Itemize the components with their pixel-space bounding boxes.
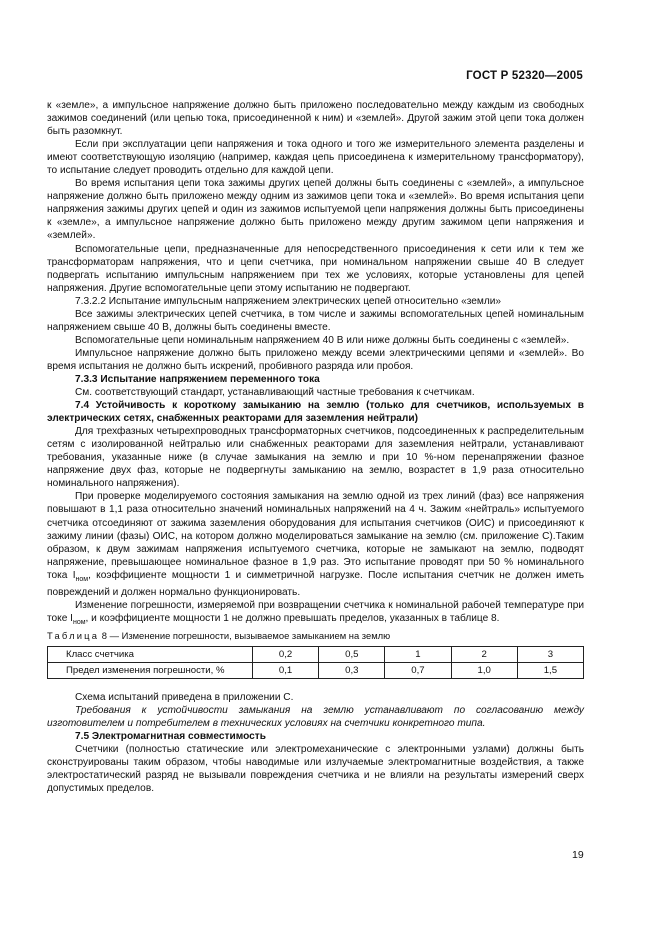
table-cell: 1 bbox=[385, 646, 451, 662]
table-cell: 0,2 bbox=[253, 646, 319, 662]
paragraph: Счетчики (полностью статические или электромеханические с электронными узлами) должны быть сконструированы таким образом, чтобы наводимые или излучаемые электромагнитные воздействия, а также электростатический разряд не вызывали повреждения счетчика и не влияли на результаты измерений сверх допустимых пределов. bbox=[47, 744, 584, 795]
table-cell: 1,0 bbox=[451, 662, 517, 678]
paragraph: Требования к устойчивости замыкания на землю устанавливают по согласованию между изготовителем и потребителем в технических условиях на счетчики конкретного типа. bbox=[47, 705, 584, 730]
page-number: 19 bbox=[572, 849, 584, 861]
error-change-table bbox=[47, 646, 584, 679]
section-heading: 7.3.3 Испытание напряжением переменного тока bbox=[75, 373, 320, 385]
table-cell: 1,5 bbox=[517, 662, 583, 678]
table-cell: 0,5 bbox=[319, 646, 385, 662]
text-run: , коэффициенте мощности 1 и симметричной нагрузке. После испытания счетчик не должен иметь повреждений и должен нормально функционировать. bbox=[47, 569, 584, 598]
text-run: Изменение погрешности, измеряемой при возвращении счетчика к номинальной рабочей температуре при токе I bbox=[47, 599, 584, 624]
table-caption-prefix: Таблица bbox=[47, 629, 100, 641]
subsection-heading: 7.3.2.2 Испытание импульсным напряжением электрических цепей относительно «земли» bbox=[75, 295, 502, 307]
row-header: Класс счетчика bbox=[48, 646, 253, 662]
document-body bbox=[47, 99, 584, 795]
table-cell: 0,7 bbox=[385, 662, 451, 678]
subscript: ном bbox=[75, 575, 89, 583]
text-run: При проверке моделируемого состояния замыкания на землю одной из трех линий (фаз) все напряжения повышают в 1,1 раза относительно значений номинальных напряжений на 4 ч. Зажим «нейтраль» испытуемого счетчика отсоединяют от зажима заземления оборудования для испытания счетчиков (ОИС) и присоединяют к зажиму линии (фазы) ОИС, на котором должно моделироваться замыкание на землю (см. приложение С).Таким образом, к двум зажимам напряжения испытуемого счетчика, которые не замыкают на землю, подводят напряжение, превышающее номинальное фазное в 1,9 раз. Это испытание проводят при 50 % номинального тока I bbox=[47, 491, 584, 581]
table-cell: 0,1 bbox=[253, 662, 319, 678]
paragraph: к «земле», а импульсное напряжение должно быть приложено последовательно между каждым из свободных зажимов соединений (или цепью тока, присоединенной к ним) и «землей». Другой зажим этой цепи тока должен быть разомкнут. bbox=[47, 100, 584, 138]
paragraph: Во время испытания цепи тока зажимы других цепей должны быть соединены с «землей», а импульсное напряжение должно быть приложено между одним из зажимов цепи тока и «землей». Во время испытания цепи напряжения зажимы других цепей и один из зажимов испытуемой цепи напряжения должны быть присоединены к «земле», а импульсное напряжение должно быть приложено между другим зажимом цепи напряжения и «землей». bbox=[47, 178, 584, 242]
paragraph: Вспомогательные цепи номинальным напряжением 40 В или ниже должны быть соединены с «землей». bbox=[75, 334, 570, 346]
table-cell: 3 bbox=[517, 646, 583, 662]
paragraph: Схема испытаний приведена в приложении С. bbox=[75, 691, 294, 703]
paragraph: Для трехфазных четырехпроводных трансформаторных счетчиков, подсоединенных к распределительным сетям с изолированной нейтралью или снабженных реакторами для заземления нейтрали, устанавливают требования, указанные ниже (в случае замыкания на землю и при 10 %-ном перенапряжении фазное напряжение двух фаз, которые не подвергнуты замыканию на землю, возрастет в 1,9 раза относительно номинального напряжения). bbox=[47, 426, 584, 490]
table-cell: 2 bbox=[451, 646, 517, 662]
table-cell: 0,3 bbox=[319, 662, 385, 678]
paragraph: Если при эксплуатации цепи напряжения и тока одного и того же измерительного элемента разделены и имеют соответствующую изоляцию (например, каждая цепь присоединена к измерительному трансформатору), то испытание следует проводить отдельно для каждой цепи. bbox=[47, 139, 584, 177]
paragraph bbox=[47, 599, 584, 629]
paragraph: Вспомогательные цепи, предназначенные для непосредственного присоединения к сети или к тем же трансформаторам напряжения, что и цепи счетчика, при номинальном напряжении свыше 40 В следует подвергать испытанию импульсным напряжением при тех же условиях, которые установлены для цепей напряжения. Другие вспомогательные цепи этому испытанию не подвергают. bbox=[47, 243, 584, 294]
paragraph: Импульсное напряжение должно быть приложено между всеми электрическими цепями и «землей». Во время испытания не должно быть искрений, пробивного разряда или пробоя. bbox=[47, 347, 584, 372]
paragraph: Все зажимы электрических цепей счетчика, в том числе и зажимы вспомогательных цепей номинальным напряжением свыше 40 В, должны быть соединены вместе. bbox=[47, 308, 584, 333]
table-caption-text: 8 — Изменение погрешности, вызываемое замыканием на землю bbox=[99, 629, 391, 641]
row-header: Предел изменения погрешности, % bbox=[48, 662, 253, 678]
paragraph: См. соответствующий стандарт, устанавливающий частные требования к счетчикам. bbox=[75, 387, 475, 399]
table-row bbox=[48, 646, 584, 662]
subscript: ном bbox=[72, 618, 86, 626]
table-row bbox=[48, 662, 584, 678]
section-heading: 7.4 Устойчивость к короткому замыканию на землю (только для счетчиков, используемых в электрических сетях, снабженных реакторами для заземления нейтрали) bbox=[47, 400, 584, 425]
text-run: , и коэффициенте мощности 1 не должно превышать пределов, указанных в таблице 8. bbox=[85, 612, 500, 624]
table-caption bbox=[47, 629, 584, 642]
section-heading: 7.5 Электромагнитная совместимость bbox=[75, 731, 266, 743]
paragraph bbox=[47, 490, 584, 598]
document-code: ГОСТ Р 52320—2005 bbox=[466, 70, 583, 82]
